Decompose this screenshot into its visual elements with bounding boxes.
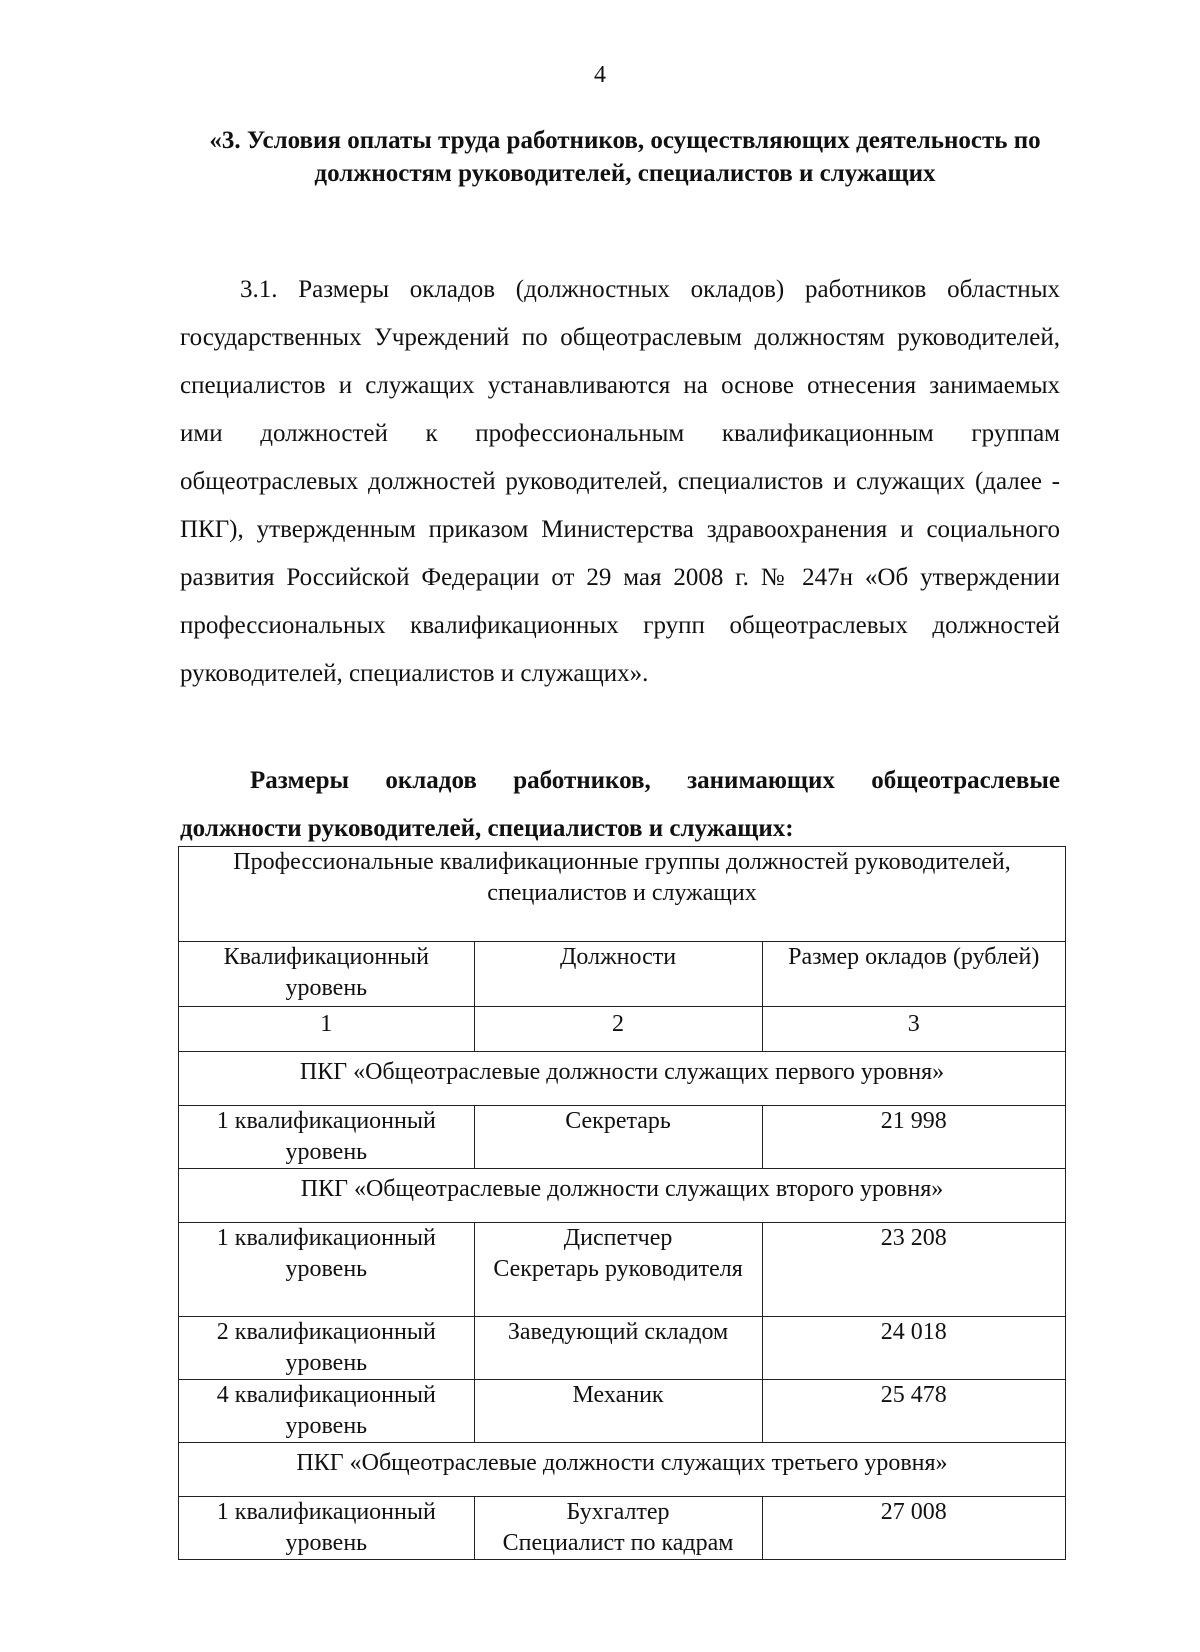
table-row <box>179 1317 1066 1380</box>
table-row <box>179 1223 1066 1317</box>
body-paragraph: 3.1. Размеры окладов (должностных окладов) работников областных государственных Учреждений по общеотраслевым должностям руководителей, специалистов и служащих устанавливаются на основе отнесения занимаемых ими должностей к профессиональным квалификационным группам общеотраслевых должностей руководителей, специалистов и служащих (далее - ПКГ), утвержденным приказом Министерства здравоохранения и социального развития Российской Федерации от 29 мая 2008 г. № 247н «Об утверждении профессиональных квалификационных групп общеотраслевых должностей руководителей, специалистов и служащих». <box>180 276 1060 687</box>
level-cell: 2 квалификационный уровень <box>179 1317 475 1380</box>
level-cell: 1 квалификационный уровень <box>179 1106 475 1169</box>
table-row <box>179 1106 1066 1169</box>
salary-cell: 24 018 <box>762 1317 1066 1380</box>
positions-cell <box>474 1380 762 1443</box>
group-row <box>179 1169 1066 1223</box>
table-header-row <box>179 847 1066 942</box>
positions-cell <box>474 1497 762 1560</box>
level-cell: 4 квалификационный уровень <box>179 1380 475 1443</box>
group-title: ПКГ «Общеотраслевые должности служащих первого уровня» <box>179 1052 1066 1106</box>
group-title: ПКГ «Общеотраслевые должности служащих третьего уровня» <box>179 1443 1066 1497</box>
positions-cell <box>474 1223 762 1317</box>
positions-cell <box>474 1106 762 1169</box>
group-row <box>179 1443 1066 1497</box>
salary-cell: 25 478 <box>762 1380 1066 1443</box>
position-name: Заведующий складом <box>507 1319 729 1345</box>
position-name: Секретарь руководителя <box>493 1256 743 1282</box>
salary-cell: 23 208 <box>762 1223 1066 1317</box>
table-row <box>179 1380 1066 1443</box>
salary-cell: 21 998 <box>762 1106 1066 1169</box>
column-header-level: Квалификационный уровень <box>179 942 475 1007</box>
position-name: Секретарь <box>565 1108 671 1134</box>
column-number-1: 1 <box>179 1007 475 1052</box>
table-row <box>179 1497 1066 1560</box>
column-number-2: 2 <box>474 1007 762 1052</box>
level-cell: 1 квалификационный уровень <box>179 1223 475 1317</box>
table-header-cell: Профессиональные квалификационные группы должностей руководителей, специалистов и служащих <box>179 847 1066 942</box>
column-header-salary: Размер окладов (рублей) <box>762 942 1066 1007</box>
level-cell: 1 квалификационный уровень <box>179 1497 475 1560</box>
column-number-3: 3 <box>762 1007 1066 1052</box>
column-names-row <box>179 942 1066 1007</box>
column-header-positions: Должности <box>474 942 762 1007</box>
position-name: Специалист по кадрам <box>502 1530 734 1556</box>
position-name: Диспетчер <box>563 1225 673 1251</box>
table-heading: Размеры окладов работников, занимающих общеотраслевые должности руководителей, специалистов и служащих: <box>180 767 1060 842</box>
group-row <box>179 1052 1066 1106</box>
group-title: ПКГ «Общеотраслевые должности служащих второго уровня» <box>179 1169 1066 1223</box>
position-name: Бухгалтер <box>566 1499 670 1525</box>
column-numbers-row <box>179 1007 1066 1052</box>
positions-cell <box>474 1317 762 1380</box>
position-name: Механик <box>572 1382 664 1408</box>
salary-cell: 27 008 <box>762 1497 1066 1560</box>
page-number: 4 <box>594 62 606 88</box>
salary-table <box>178 846 1066 1560</box>
section-title: «3. Условия оплаты труда работников, осуществляющих деятельность по должностям руководителей, специалистов и служащих <box>209 127 1041 187</box>
